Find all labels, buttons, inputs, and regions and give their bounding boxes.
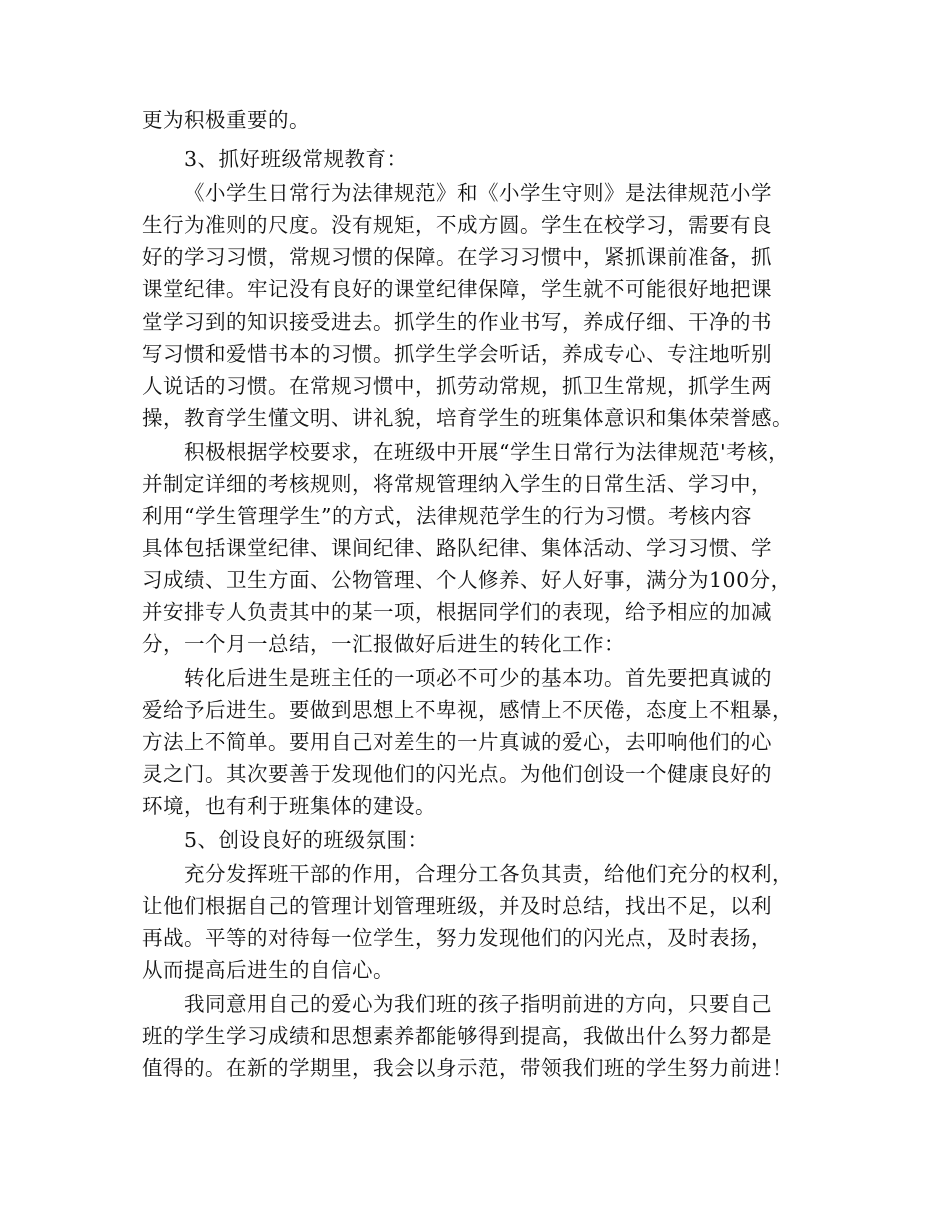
section-heading: 3、抓好班级常规教育： xyxy=(184,147,408,171)
text-line: 课堂纪律。牢记没有良好的课堂纪律保障，学生就不可能很好地把课 xyxy=(142,277,772,301)
text-line: 操，教育学生懂文明、讲礼貌，培育学生的班集体意识和集体荣誉感。 xyxy=(142,406,793,430)
text-line: 转化后进生是班主任的一项必不可少的基本功。首先要把真诚的 xyxy=(184,666,772,690)
text-line: 具体包括课堂纪律、课间纪律、路队纪律、集体活动、学习习惯、学 xyxy=(142,536,772,560)
text-line: 从而提高后进生的自信心。 xyxy=(142,958,394,982)
section-heading: 5、创设良好的班级氛围： xyxy=(184,828,429,852)
text-line: 让他们根据自己的管理计划管理班级，并及时总结，找出不足，以利 xyxy=(142,894,772,918)
text-line: 爱给予后进生。要做到思想上不卑视，感情上不厌倦，态度上不粗暴， xyxy=(142,698,793,722)
text-line: 《小学生日常行为法律规范》和《小学生守则》是法律规范小学 xyxy=(184,181,772,205)
text-line: 并安排专人负责其中的某一项，根据同学们的表现，给予相应的加减 xyxy=(142,600,772,624)
text-line: 分，一个月一总结，一汇报做好后进生的转化工作： xyxy=(142,632,625,656)
text-line: 更为积极重要的。 xyxy=(142,108,310,132)
text-line: 我同意用自己的爱心为我们班的孩子指明前进的方向，只要自己 xyxy=(184,992,772,1016)
text-line: 积极根据学校要求，在班级中开展“学生日常行为法律规范'考核， xyxy=(184,440,790,464)
text-line: 习成绩、卫生方面、公物管理、个人修养、好人好事，满分为100分， xyxy=(142,568,792,592)
text-line: 值得的。在新的学期里，我会以身示范，带领我们班的学生努力前进！ xyxy=(142,1056,793,1080)
text-line: 再战。平等的对待每一位学生，努力发现他们的闪光点，及时表扬， xyxy=(142,926,772,950)
text-line: 充分发挥班干部的作用，合理分工各负其责，给他们充分的权利， xyxy=(184,862,793,886)
text-line: 班的学生学习成绩和思想素养都能够得到提高，我做出什么努力都是 xyxy=(142,1024,772,1048)
text-line: 写习惯和爱惜书本的习惯。抓学生学会听话，养成专心、专注地听别 xyxy=(142,342,772,366)
text-line: 利用“学生管理学生”的方式，法律规范学生的行为习惯。考核内容 xyxy=(142,504,752,528)
text-line: 生行为准则的尺度。没有规矩，不成方圆。学生在校学习，需要有良 xyxy=(142,213,772,237)
text-line: 人说话的习惯。在常规习惯中，抓劳动常规，抓卫生常规，抓学生两 xyxy=(142,374,772,398)
text-line: 环境，也有利于班集体的建设。 xyxy=(142,794,436,818)
text-line: 堂学习到的知识接受进去。抓学生的作业书写，养成仔细、干净的书 xyxy=(142,310,772,334)
text-line: 并制定详细的考核规则，将常规管理纳入学生的日常生活、学习中， xyxy=(142,472,772,496)
text-line: 方法上不简单。要用自己对差生的一片真诚的爱心，去叩响他们的心 xyxy=(142,730,772,754)
text-line: 灵之门。其次要善于发现他们的闪光点。为他们创设一个健康良好的 xyxy=(142,762,772,786)
text-line: 好的学习习惯，常规习惯的保障。在学习习惯中，紧抓课前准备，抓 xyxy=(142,245,772,269)
